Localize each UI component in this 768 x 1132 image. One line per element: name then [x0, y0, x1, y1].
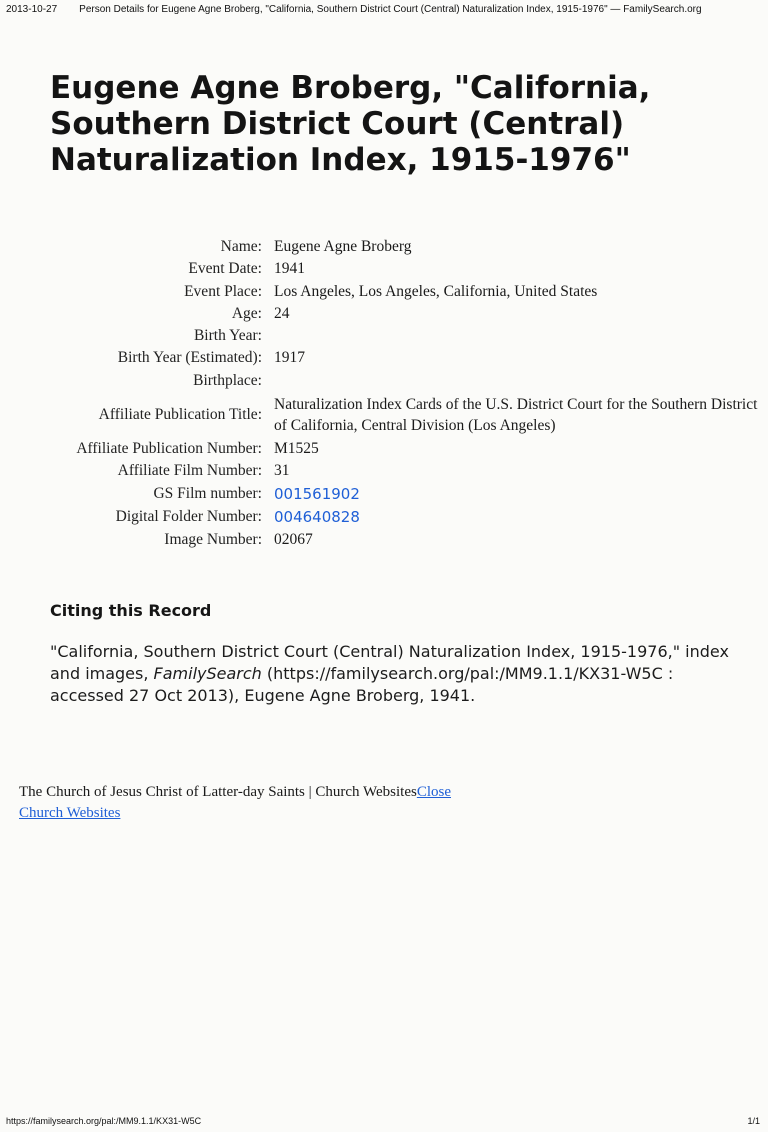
detail-value: M1525 [274, 440, 319, 458]
detail-row-affiliate-film-number [20, 460, 768, 482]
church-websites-text: The Church of Jesus Christ of Latter-day Saints | Church Websites [19, 784, 417, 800]
detail-row-birth-year-estimated [20, 347, 768, 369]
detail-value: Eugene Agne Broberg [274, 238, 412, 255]
print-page-number: 1/1 [747, 1116, 760, 1126]
print-url: https://familysearch.org/pal:/MM9.1.1/KX31-W5C [6, 1116, 202, 1126]
detail-value [274, 325, 768, 347]
detail-label: Event Date: [188, 260, 262, 278]
detail-row-birth-year [20, 325, 768, 347]
detail-value: 1941 [274, 260, 305, 278]
citation-text [50, 641, 730, 707]
detail-row-affiliate-publication-number [20, 438, 768, 460]
detail-row-digital-folder-number [20, 506, 768, 529]
detail-label: Name: [220, 238, 262, 255]
detail-value: 02067 [274, 531, 313, 549]
detail-row-age [20, 303, 768, 325]
record-details-table [20, 236, 768, 552]
detail-row-gs-film-number [20, 483, 768, 506]
print-page-title: Person Details for Eugene Agne Broberg, "California, Southern District Court (Central) Naturalization Index, 1915-1976" — FamilySearch.org [79, 4, 702, 15]
detail-label: Birthplace: [193, 371, 262, 389]
detail-value: Naturalization Index Cards of the U.S. District Court for the Southern District of California, Central Division (Los Angeles) [274, 396, 758, 435]
detail-value: 31 [274, 462, 290, 480]
citation-text-start: "California, Southern District Court (Central) Naturalization Index, 1915-1976," index and images, [50, 642, 729, 683]
gs-film-number-link[interactable]: 001561902 [274, 484, 360, 503]
detail-value: Los Angeles, Los Angeles, California, United States [274, 282, 598, 300]
detail-label: Event Place: [184, 282, 262, 300]
detail-row-name [20, 236, 768, 258]
detail-label: GS Film number: [153, 485, 262, 503]
close-link-text: Close [416, 784, 451, 800]
detail-row-image-number [20, 529, 768, 551]
detail-value [274, 370, 768, 392]
church-websites-footer [19, 782, 539, 824]
detail-value: 24 [274, 304, 290, 322]
detail-row-event-date [20, 258, 768, 280]
detail-label: Birth Year (Estimated): [117, 349, 262, 367]
detail-label: Image Number: [164, 531, 262, 549]
citation-text-end: (https://familysearch.org/pal:/MM9.1.1/KX31-W5C : accessed 27 Oct 2013), Eugene Agne Broberg, 1941. [50, 664, 674, 705]
detail-value: 1917 [274, 349, 305, 367]
detail-label: Digital Folder Number: [115, 508, 262, 526]
detail-label: Age: [231, 304, 262, 322]
church-websites-link-text: Church Websites [19, 805, 121, 821]
detail-label: Birth Year: [193, 327, 262, 345]
print-date: 2013-10-27 [6, 4, 58, 15]
digital-folder-number-link[interactable]: 004640828 [274, 507, 360, 526]
detail-value [274, 506, 768, 529]
page-title: Eugene Agne Broberg, "California, Southern District Court (Central) Naturalization Index, 1915-1976" [50, 70, 651, 178]
print-footer [6, 1116, 760, 1126]
print-header [6, 4, 762, 15]
detail-row-event-place [20, 281, 768, 303]
citation-source-name: FamilySearch [153, 664, 262, 683]
detail-row-birthplace [20, 370, 768, 392]
detail-label: Affiliate Publication Title: [98, 405, 262, 423]
citing-record-heading: Citing this Record [50, 601, 212, 620]
detail-value [274, 483, 768, 506]
detail-row-affiliate-publication-title [20, 392, 768, 438]
detail-label: Affiliate Film Number: [117, 462, 262, 480]
detail-label: Affiliate Publication Number: [76, 440, 262, 458]
